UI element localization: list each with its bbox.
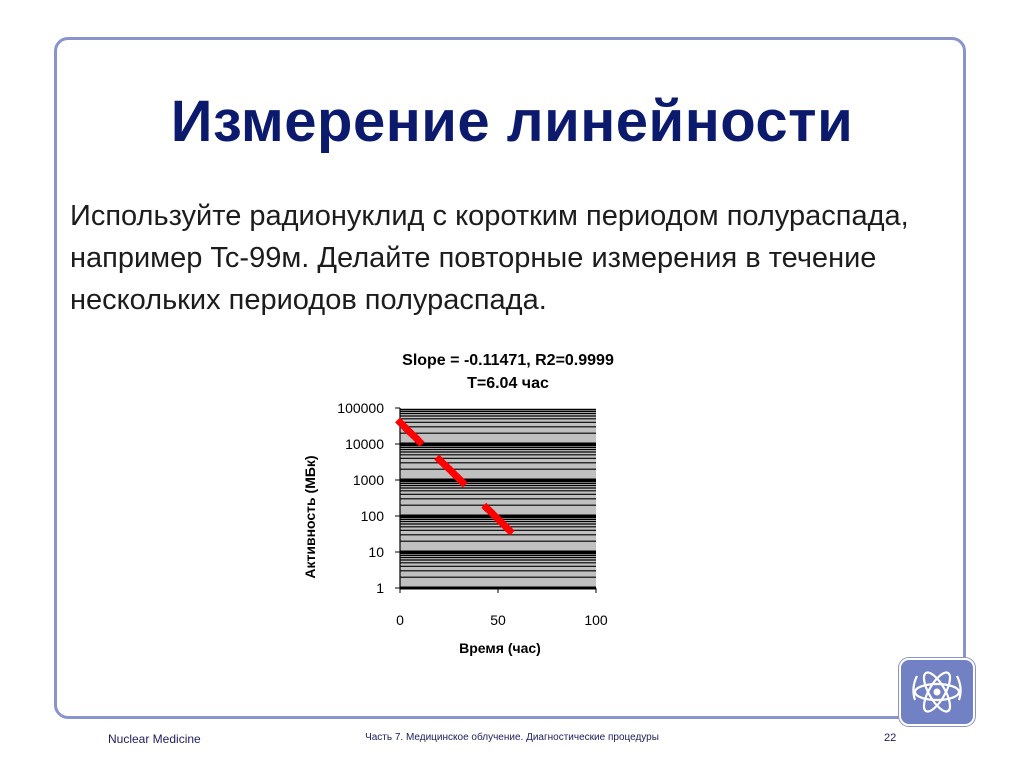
x-tick-label: 0 — [396, 612, 404, 628]
y-tick-label: 1 — [376, 580, 384, 596]
x-tick-label: 50 — [490, 612, 506, 628]
chart-svg — [290, 345, 690, 665]
x-axis-label: Время (час) — [459, 640, 541, 656]
plot-area — [400, 408, 596, 588]
footer-course-name: Nuclear Medicine — [108, 732, 201, 746]
chart — [290, 345, 690, 665]
iaea-logo — [899, 658, 975, 726]
y-tick-label: 10000 — [345, 436, 384, 452]
slide-body-text: Используйте радионуклид с коротким периодом полураспада, например Tc-99м. Делайте повторные измерения в течение нескольких периодов полураспада. — [70, 200, 909, 316]
y-tick-label: 100000 — [337, 400, 384, 416]
y-tick-label: 10 — [368, 544, 384, 560]
chart-title-line1: Slope = -0.11471, R2=0.9999 — [402, 352, 614, 369]
plot-background — [400, 408, 596, 588]
footer-page-number: 22 — [884, 732, 897, 744]
y-tick-label: 1000 — [352, 472, 384, 488]
atom-emblem-icon — [901, 660, 973, 724]
y-axis-label: Активность (МБк) — [302, 455, 318, 579]
y-tick-label: 100 — [360, 508, 384, 524]
footer-section-title: Часть 7. Медицинское облучение. Диагностические процедуры — [365, 732, 659, 743]
slide-title: Измерение линейности — [170, 89, 854, 154]
y-tick-labels — [337, 400, 400, 596]
x-tick-labels — [396, 588, 608, 628]
chart-title-line2: T=6.04 час — [467, 375, 549, 392]
x-tick-label: 100 — [584, 612, 608, 628]
